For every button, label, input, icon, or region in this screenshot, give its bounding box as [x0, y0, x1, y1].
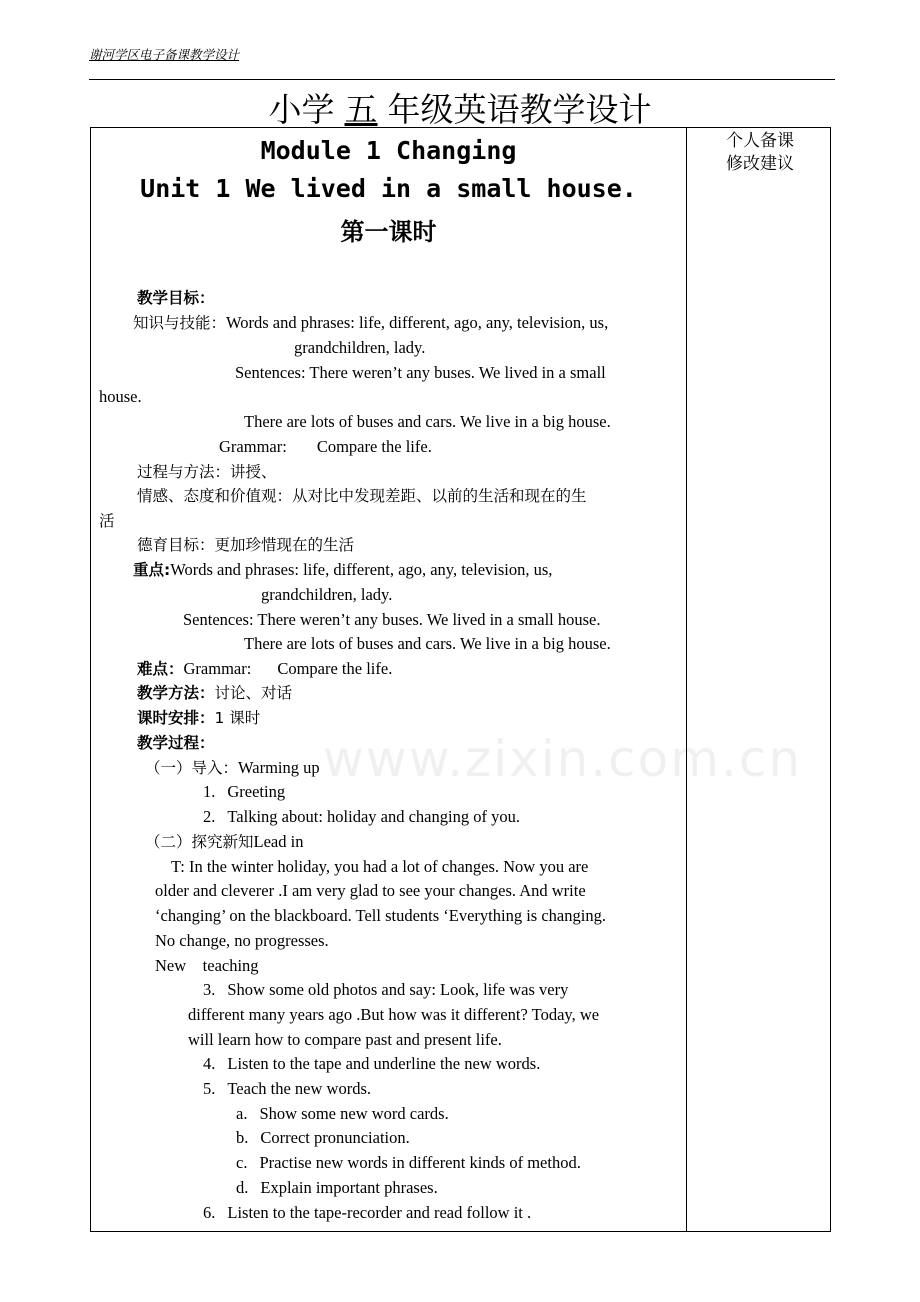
time-line: [137, 708, 260, 728]
item-text: Talking about: holiday and changing of you.: [227, 807, 520, 826]
header-school: 谢河学区电子备课教学设计: [89, 47, 240, 62]
item-number: 1.: [203, 782, 216, 801]
list-item: [203, 782, 285, 802]
method-label: 教学方法：: [137, 684, 215, 702]
key-points-words: Words and phrases: life, different, ago, any, television, us,: [170, 560, 553, 579]
objectives-heading: 教学目标：: [137, 289, 215, 307]
list-item: [203, 1203, 531, 1223]
item-number: 5.: [203, 1079, 216, 1098]
list-item: [203, 1079, 371, 1099]
knowledge-label: 知识与技能：: [133, 314, 227, 332]
list-item: [203, 980, 568, 1000]
lesson-table: [90, 127, 831, 1232]
difficult-label: 难点：: [137, 660, 184, 678]
item-number: a.: [236, 1104, 248, 1123]
item-number: 4.: [203, 1054, 216, 1073]
item-text: Show some new word cards.: [259, 1104, 449, 1123]
step1-line: [145, 758, 320, 778]
lead-line: older and cleverer .I am very glad to see your changes. And write: [155, 881, 586, 900]
time-text: 1 课时: [214, 709, 261, 727]
sub-item: [236, 1128, 410, 1148]
title-prefix: 小学: [268, 90, 335, 129]
method-line: [137, 683, 292, 703]
item-text: Correct pronunciation.: [260, 1128, 410, 1147]
title-suffix: 年级英语教学设计: [387, 90, 652, 129]
item-number: d.: [236, 1178, 249, 1197]
page-title: [0, 84, 920, 131]
time-label: 课时安排：: [137, 709, 215, 727]
key-points-label: 重点:: [133, 561, 171, 579]
sub-item: [236, 1153, 581, 1173]
item-text: Listen to the tape-recorder and read follow it .: [227, 1203, 532, 1222]
key-points-words2: grandchildren, lady.: [261, 585, 393, 604]
objective-sentences1: Sentences: There weren’t any buses. We lived in a small: [235, 363, 606, 382]
item-number: b.: [236, 1128, 249, 1147]
knowledge-words: Words and phrases: life, different, ago, any, television, us,: [226, 313, 609, 332]
key-points-sentences2: There are lots of buses and cars. We live in a big house.: [244, 634, 611, 653]
title-grade: 五: [344, 90, 378, 129]
knowledge-words2: grandchildren, lady.: [294, 338, 426, 357]
item-number: 6.: [203, 1203, 216, 1222]
key-points-line: [133, 560, 552, 580]
item-number: 2.: [203, 807, 216, 826]
item-text: Practise new words in different kinds of method.: [259, 1153, 581, 1172]
period-title: 第一课时: [340, 218, 437, 246]
item3-continuation: different many years ago .But how was it different? Today, we: [188, 1005, 600, 1024]
item-text: Teach the new words.: [227, 1079, 372, 1098]
item3-continuation: will learn how to compare past and present life.: [188, 1030, 502, 1049]
column-divider: [686, 128, 687, 1231]
list-item: [203, 1054, 540, 1074]
grammar-text: Compare the life.: [316, 437, 432, 456]
item-number: 3.: [203, 980, 216, 999]
side-column-header: [696, 130, 824, 176]
objective-emotion: 情感、态度和价值观：从对比中发现差距、以前的生活和现在的生: [137, 487, 587, 505]
difficult-line: [137, 659, 392, 679]
objective-process: 过程与方法：讲授、: [137, 463, 277, 481]
sub-item: [236, 1178, 438, 1198]
module-title: Module 1 Changing: [260, 136, 517, 165]
lead-line: No change, no progresses.: [155, 931, 329, 950]
step1-en: Warming up: [238, 758, 320, 777]
objective-moral: 德育目标：更加珍惜现在的生活: [137, 536, 355, 554]
list-item: [203, 807, 520, 827]
objective-grammar: [219, 437, 432, 457]
lead-line: ‘changing’ on the blackboard. Tell students ‘Everything is changing.: [155, 906, 606, 925]
new-teaching: New teaching: [155, 956, 259, 975]
difficult-text: Grammar:: [183, 659, 252, 678]
objective-emotion2: 活: [99, 512, 115, 530]
grammar-label: Grammar:: [219, 437, 287, 456]
step2-cn: （二）探究新知: [145, 833, 254, 851]
difficult-text2: Compare the life.: [277, 659, 393, 678]
header-rule: [89, 79, 835, 80]
lead-line: T: In the winter holiday, you had a lot of changes. Now you are: [171, 857, 589, 876]
key-points-sentences1: Sentences: There weren’t any buses. We lived in a small house.: [183, 610, 601, 629]
item-number: c.: [236, 1153, 248, 1172]
objective-sentences1b: house.: [99, 387, 142, 406]
step2-en: Lead in: [253, 832, 304, 851]
watermark: www.zixin.com.cn: [323, 730, 803, 788]
method-text: 讨论、对话: [214, 684, 293, 702]
item-text: Explain important phrases.: [260, 1178, 438, 1197]
unit-title: Unit 1 We lived in a small house.: [140, 174, 637, 203]
item-text: Listen to the tape and underline the new words.: [227, 1054, 541, 1073]
side-line2: 修改建议: [726, 154, 794, 174]
knowledge-line: [133, 313, 608, 333]
objective-sentences2: There are lots of buses and cars. We live in a big house.: [244, 412, 611, 431]
side-line1: 个人备课: [726, 131, 794, 151]
sub-item: [236, 1104, 449, 1124]
process-heading: 教学过程：: [137, 734, 215, 752]
item-text: Show some old photos and say: Look, life was very: [227, 980, 569, 999]
step2-line: [145, 832, 303, 852]
step1-cn: （一）导入：: [145, 759, 239, 777]
item-text: Greeting: [227, 782, 286, 801]
